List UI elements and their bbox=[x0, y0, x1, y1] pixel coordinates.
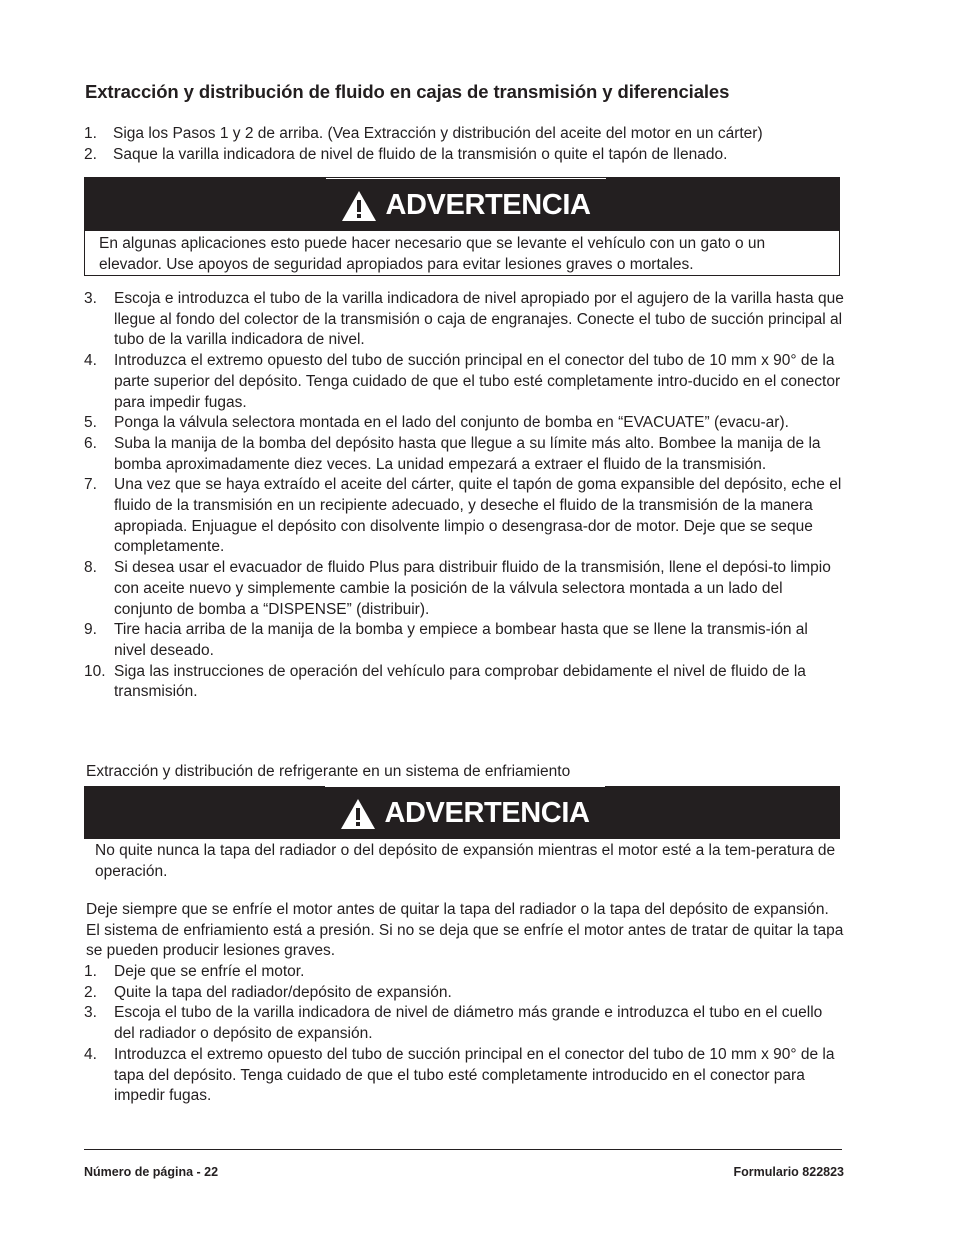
steps-list-b bbox=[84, 289, 844, 703]
list-item: 4. Introduzca el extremo opuesto del tubo de succión principal en el conector del tubo de 10 mm x 90° de la parte superior del depósito. Tenga cuidado de que el tubo esté completamente intro-ducido en el conector para impedir fugas. bbox=[84, 352, 841, 411]
warning-triangle-icon bbox=[340, 798, 376, 830]
list-item: 10. Siga las instrucciones de operación del vehículo para comprobar debidamente el nivel de fluido de la transmisión. bbox=[84, 662, 806, 701]
section-title-transmission: Extracción y distribución de fluido en cajas de transmisión y diferenciales bbox=[85, 81, 730, 102]
warning-title: ADVERTENCIA bbox=[384, 797, 590, 829]
warning-triangle-icon bbox=[341, 190, 377, 222]
list-item: 3. Escoja e introduzca el tubo de la varilla indicadora de nivel apropiado por el agujero de la varilla hasta que llegue al fondo del colector de la transmisión o caja de engranajes. Conecte el tubo de succión principal al tubo de la varilla indicadora de nivel. bbox=[84, 290, 844, 349]
list-item: 3. Escoja el tubo de la varilla indicadora de nivel de diámetro más grande e introduzca el tubo en el cuello del radiador o depósito de expansión. bbox=[84, 1004, 823, 1043]
warning-box-lift bbox=[84, 177, 840, 276]
section-title-coolant: Extracción y distribución de refrigerante en un sistema de enfriamiento bbox=[86, 763, 571, 780]
list-item: 1. Siga los Pasos 1 y 2 de arriba. (Vea Extracción y distribución del aceite del motor en un cárter) bbox=[84, 125, 763, 142]
warning-label bbox=[326, 178, 606, 233]
footer-divider bbox=[84, 1149, 842, 1150]
list-item: 9. Tire hacia arriba de la manija de la bomba y empiece a bombear hasta que se llene la transmis-ión al nivel deseado. bbox=[84, 621, 808, 659]
list-item: 4. Introduzca el extremo opuesto del tubo de succión principal en el conector del tubo de 10 mm x 90° de la tapa del depósito. Tenga cuidado de que el tubo esté completamente introducido en el conector para impedir fugas. bbox=[84, 1045, 835, 1105]
list-item: 7. Una vez que se haya extraído el aceite del cárter, quite el tapón de goma expansible del depósito, eche el fluido de la transmisión en un recipiente adecuado, y deseche el fluido de la transmisión de la manera apropiada. Enjuague el depósito con disolvente limpio o desengrasa-dor de motor. Deje que se seque completamente. bbox=[84, 476, 842, 556]
warning-text: No quite nunca la tapa del radiador o del depósito de expansión mientras el motor esté a la tem-peratura de operación. bbox=[95, 842, 836, 880]
warning-label bbox=[325, 786, 605, 841]
form-number: Formulario 822823 bbox=[733, 1165, 844, 1179]
list-item: 2. Quite la tapa del radiador/depósito de expansión. bbox=[84, 983, 452, 1001]
page-number: Número de página - 22 bbox=[84, 1165, 219, 1179]
steps-list-a bbox=[84, 124, 844, 165]
list-item: 6. Suba la manija de la bomba del depósito hasta que llegue a su límite más alto. Bombee la manija de la bomba aproximadamente diez veces. La unidad empezará a extraer el fluido de la transmisión. bbox=[84, 434, 821, 473]
warning-box-radiator bbox=[84, 786, 840, 840]
list-item: 1. Deje que se enfríe el motor. bbox=[84, 963, 305, 980]
warning-header bbox=[84, 786, 840, 839]
warning-header bbox=[85, 178, 839, 231]
warning-title: ADVERTENCIA bbox=[385, 189, 591, 221]
coolant-intro: Deje siempre que se enfríe el motor antes de quitar la tapa del radiador o la tapa del depósito de expansión. El sistema de enfriamiento está a presión. Si no se deja que se enfríe el motor antes de tratar de quitar la tapa se pueden producir lesiones graves. bbox=[86, 901, 844, 960]
warning-text: En algunas aplicaciones esto puede hacer necesario que se levante el vehículo con un gato o un elevador. Use apoyos de seguridad apropiados para evitar lesiones graves o mortales. bbox=[99, 235, 766, 273]
steps-list-coolant bbox=[84, 962, 844, 1107]
list-item: 8. Si desea usar el evacuador de fluido Plus para distribuir fluido de la transmisión, llene el depósi-to limpio con aceite nuevo y simplemente cambie la posición de la válvula selectora montada a un lado del conjunto de bomba a “DISPENSE” (distribuir). bbox=[84, 559, 831, 618]
list-item: 2. Saque la varilla indicadora de nivel de fluido de la transmisión o quite el tapón de llenado. bbox=[84, 145, 728, 163]
list-item: 5. Ponga la válvula selectora montada en el lado del conjunto de bomba en “EVACUATE” (evacu-ar). bbox=[84, 414, 789, 432]
